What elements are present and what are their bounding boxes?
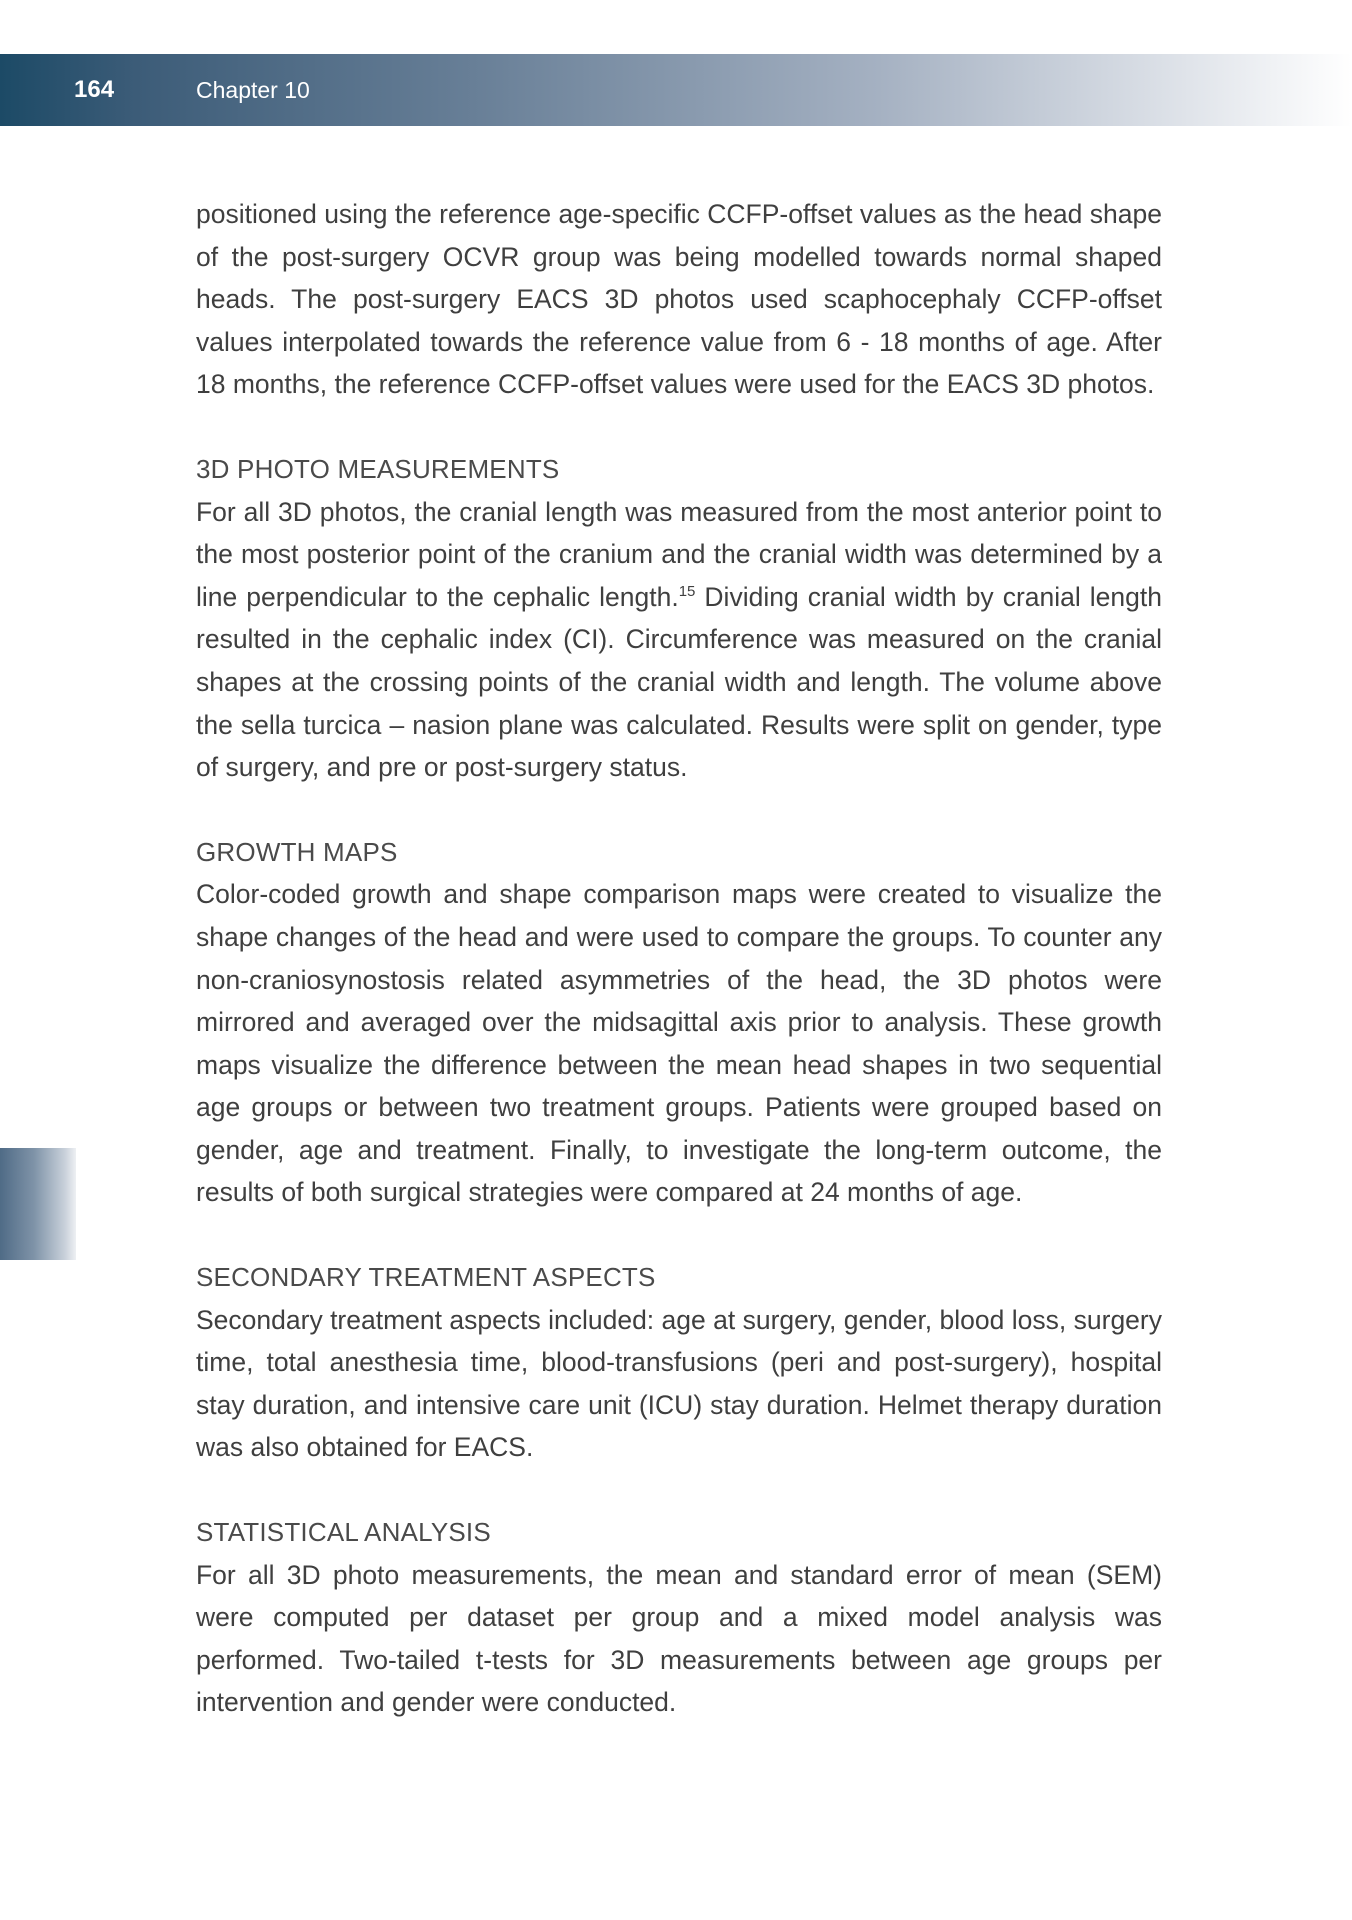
chapter-header-band <box>0 54 1352 126</box>
section-growth-maps <box>196 831 1162 1214</box>
section-statistical-analysis <box>196 1511 1162 1724</box>
paragraph-text-part-1: For all 3D photos, the cranial length was measured from the most anterior point to the most posterior point of the cranium and the cranial width was determined by a line perpendicular to the cephalic length. <box>196 496 1162 612</box>
paragraph-text-part-2: Dividing cranial width by cranial length resulted in the cephalic index (CI). Circumference was measured on the cranial shapes at the crossing points of the cranial width and length. The volume above the sella turcica – nasion plane was calculated. Results were split on gender, type of surgery, and pre or post-surgery status. <box>196 581 1162 783</box>
chapter-side-tab <box>0 1148 76 1260</box>
chapter-title: Chapter 10 <box>196 77 310 103</box>
section-paragraph: Secondary treatment aspects included: age at surgery, gender, blood loss, surgery time, total anesthesia time, blood-transfusions (peri and post-surgery), hospital stay duration, and intensive care unit (ICU) stay duration. Helmet therapy duration was also obtained for EACS. <box>196 1304 1162 1463</box>
section-paragraph: For all 3D photo measurements, the mean and standard error of mean (SEM) were computed per dataset per group and a mixed model analysis was performed. Two-tailed t-tests for 3D measurements between age groups per intervention and gender were conducted. <box>196 1559 1162 1718</box>
citation-reference: 15 <box>678 582 696 600</box>
section-3d-photo-measurements <box>196 448 1162 789</box>
section-heading: GROWTH MAPS <box>196 836 398 867</box>
section-paragraph: Color-coded growth and shape comparison maps were created to visualize the shape changes of the head and were used to compare the groups. To counter any non-craniosynostosis related asymmetries of the head, the 3D photos were mirrored and averaged over the midsagittal axis prior to analysis. These growth maps visualize the difference between the mean head shapes in two sequential age groups or between two treatment groups. Patients were grouped based on gender, age and treatment. Finally, to investigate the long-term outcome, the results of both surgical strategies were compared at 24 months of age. <box>196 879 1162 1208</box>
section-heading: 3D PHOTO MEASUREMENTS <box>196 453 560 484</box>
section-heading: SECONDARY TREATMENT ASPECTS <box>196 1262 656 1293</box>
page-body <box>196 193 1162 1724</box>
section-secondary-treatment-aspects <box>196 1256 1162 1469</box>
section-heading: STATISTICAL ANALYSIS <box>196 1517 491 1548</box>
page-number: 164 <box>74 76 115 103</box>
section-paragraph <box>196 491 1162 789</box>
intro-paragraph: positioned using the reference age-specific CCFP-offset values as the head shape of the post-surgery OCVR group was being modelled towards normal shaped heads. The post-surgery EACS 3D photos used scaphocephaly CCFP-offset values interpolated towards the reference value from 6 - 18 months of age. After 18 months, the reference CCFP-offset values were used for the EACS 3D photos. <box>196 199 1162 400</box>
